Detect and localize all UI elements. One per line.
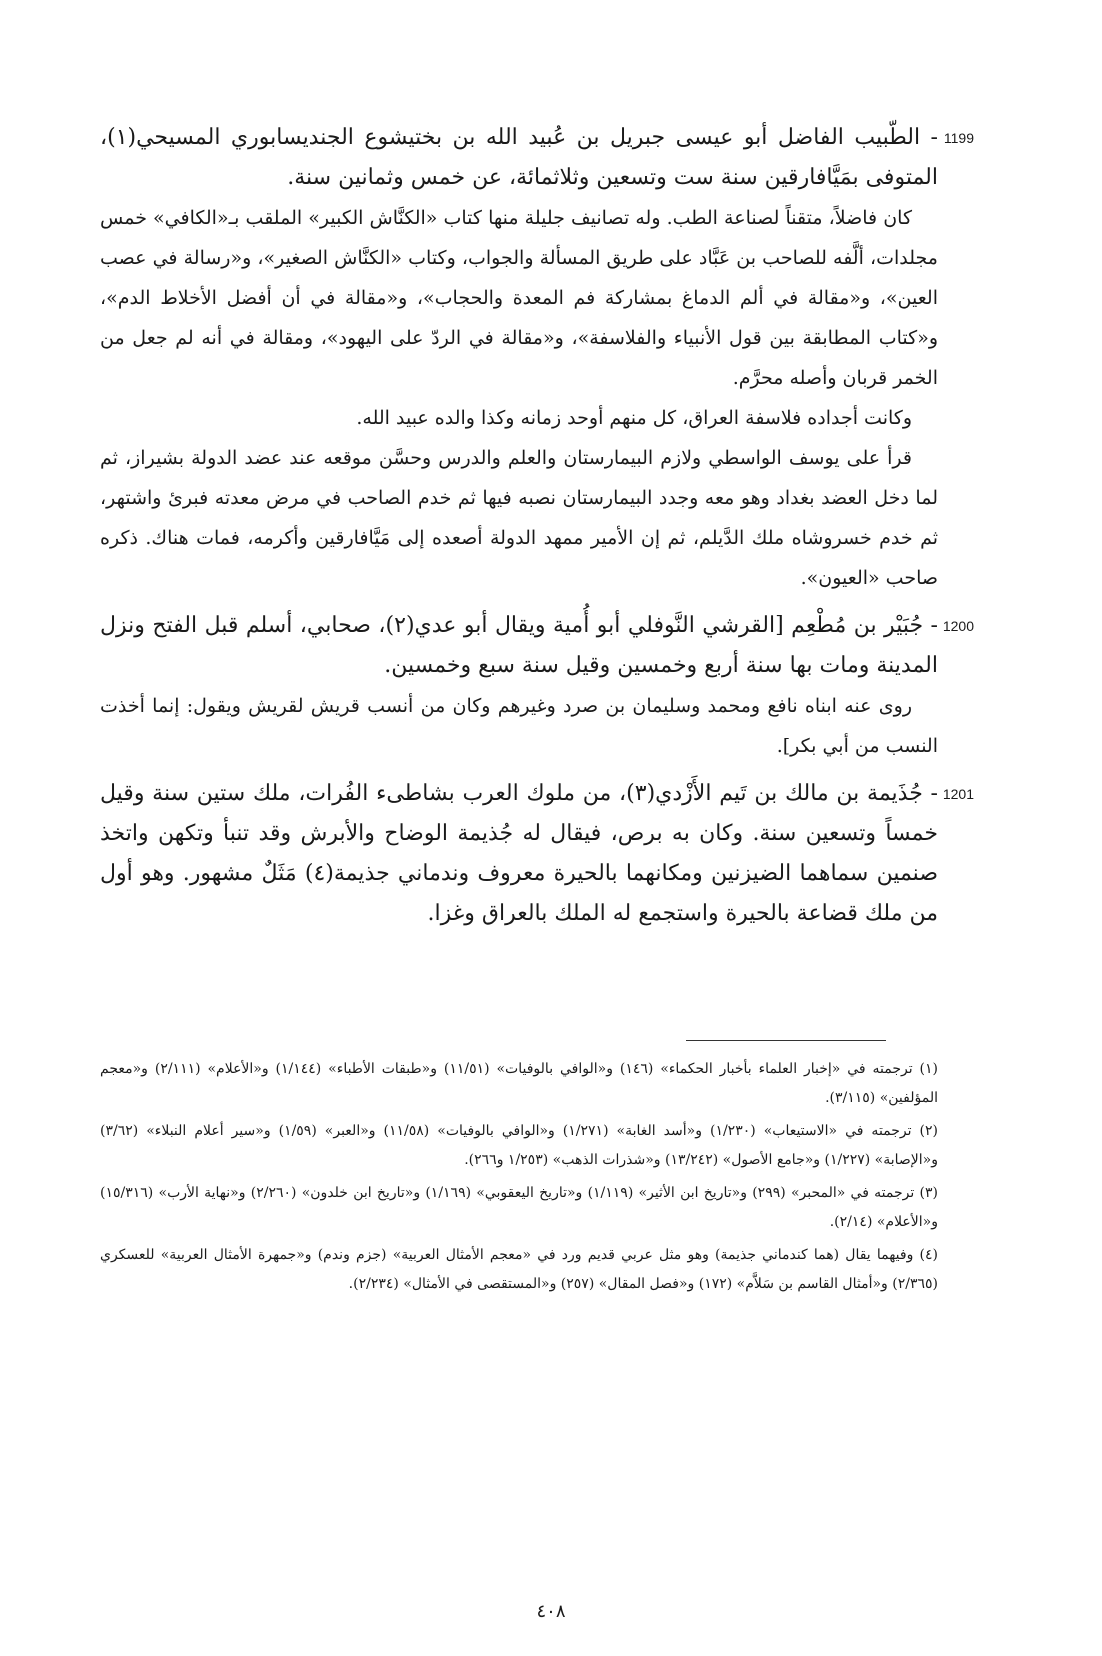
footnote-separator bbox=[686, 1040, 886, 1041]
entry-heading: - الطّبيب الفاضل أبو عيسى جبريل بن عُبيد الله بن بختيشوع الجنديسابوري المسيحي(١)، المتوفى بمَيَّافارقين سنة ست وتسعين وثلاثمائة، عن خمس وثمانين سنة. bbox=[100, 125, 938, 190]
entry-1200 bbox=[100, 606, 974, 766]
entry-first-paragraph bbox=[100, 774, 974, 934]
footnote: (١) ترجمته في «إخبار العلماء بأخبار الحكماء» (١٤٦) و«الوافي بالوفيات» (١١/٥١) و«طبقات الأطباء» (١/١٤٤) و«الأعلام» (٢/١١١) و«معجم المؤلفين» (٣/١١٥). bbox=[100, 1061, 939, 1106]
entry-heading: - جُذَيمة بن مالك بن تَيم الأَزْدي(٣)، من ملوك العرب بشاطىء الفُرات، ملك ستين سنة وقيل خمساً وتسعين سنة. وكان به برص، فيقال له جُذيمة الوضاح والأبرش وقد تنبأ وتكهن واتخذ صنمين سماهما الضيزنين ومكانهما بالحيرة معروف وندماني جذيمة(٤) مَثَلٌ مشهور. وهو أول من ملك قضاعة بالحيرة واستجمع له الملك بالعراق وغزا. bbox=[100, 781, 938, 926]
footnote: (٤) وفيهما يقال (هما كندماني جذيمة) وهو مثل عربي قديم ورد في «معجم الأمثال العربية» (جزم وندم) و«جمهرة الأمثال العربية» للعسكري (٢/٣٦٥) و«أمثال القاسم بن سَلاَّم» (١٧٢) و«فصل المقال» (٢٥٧) و«المستقصى في الأمثال» (٢/٢٣٤). bbox=[100, 1247, 938, 1292]
entry-1199 bbox=[100, 118, 974, 598]
page-number: ٤٠٨ bbox=[536, 1601, 566, 1622]
entry-1201 bbox=[100, 774, 974, 934]
entry-paragraph: قرأ على يوسف الواسطي ولازم البيمارستان والعلم والدرس وحسَّن موقعه عند عضد الدولة بشيراز، ثم لما دخل العضد بغداد وهو معه وجدد البيمارستان نصبه فيها ثم خدم الصاحب في مرض معدته فبرئ واشتهر، ثم خدم خسروشاه ملك الدَّيلم، ثم إن الأمير ممهد الدولة أصعده إلى مَيَّافارقين وأكرمه، فمات هناك. ذكره صاحب «العيون». bbox=[100, 447, 938, 589]
entry-paragraph: روى عنه ابناه نافع ومحمد وسليمان بن صرد وغيرهم وكان من أنسب قريش لقريش ويقول: إنما أخذت النسب من أبي بكر]. bbox=[100, 695, 938, 757]
footnote: (٢) ترجمته في «الاستيعاب» (١/٢٣٠) و«أسد الغابة» (١/٢٧١) و«الوافي بالوفيات» (١١/٥٨) و«العبر» (١/٥٩) و«سير أعلام النبلاء» (٣/٦٢) و«الإصابة» (١/٢٢٧) و«جامع الأصول» (١٣/٢٤٢) و«شذرات الذهب» (١/٢٥٣ و٢٦٦). bbox=[100, 1123, 938, 1168]
entry-heading: - جُبَيْر بن مُطْعِم [القرشي النَّوفلي أبو أُمية ويقال أبو عدي(٢)، صحابي، أسلم قبل الفتح ونزل المدينة ومات بها سنة أربع وخمسين وقيل سنة سبع وخمسين. bbox=[100, 613, 938, 678]
footnote: (٣) ترجمته في «المحبر» (٢٩٩) و«تاريخ ابن الأثير» (١/١١٩) و«تاريخ اليعقوبي» (١/١٦٩) و«تاريخ ابن خلدون» (٢/٢٦٠) و«نهاية الأرب» (١٥/٣١٦) و«الأعلام» (٢/١٤). bbox=[100, 1185, 938, 1230]
footnotes bbox=[100, 1055, 938, 1303]
entry-first-paragraph bbox=[100, 606, 974, 686]
main-text bbox=[100, 118, 974, 942]
entry-number: 1201 bbox=[942, 786, 974, 802]
entry-number: 1200 bbox=[942, 618, 974, 634]
entry-number: 1199 bbox=[943, 130, 974, 146]
entry-paragraph: وكانت أجداده فلاسفة العراق، كل منهم أوحد زمانه وكذا والده عبيد الله. bbox=[356, 407, 912, 429]
entry-first-paragraph bbox=[100, 118, 974, 198]
entry-paragraph: كان فاضلاً، متقناً لصناعة الطب. وله تصانيف جليلة منها كتاب «الكنَّاش الكبير» الملقب بـ«الكافي» خمس مجلدات، ألَّفه للصاحب بن عَبَّاد على طريق المسألة والجواب، وكتاب «الكنَّاش الصغير»، و«رسالة في عصب العين»، و«مقالة في ألم الدماغ بمشاركة فم المعدة والحجاب»، و«مقالة في أن أفضل الأخلاط الدم»، و«كتاب المطابقة بين قول الأنبياء والفلاسفة»، و«مقالة في الردّ على اليهود»، ومقالة في أنه لم جعل من الخمر قربان وأصله محرَّم. bbox=[100, 207, 938, 389]
